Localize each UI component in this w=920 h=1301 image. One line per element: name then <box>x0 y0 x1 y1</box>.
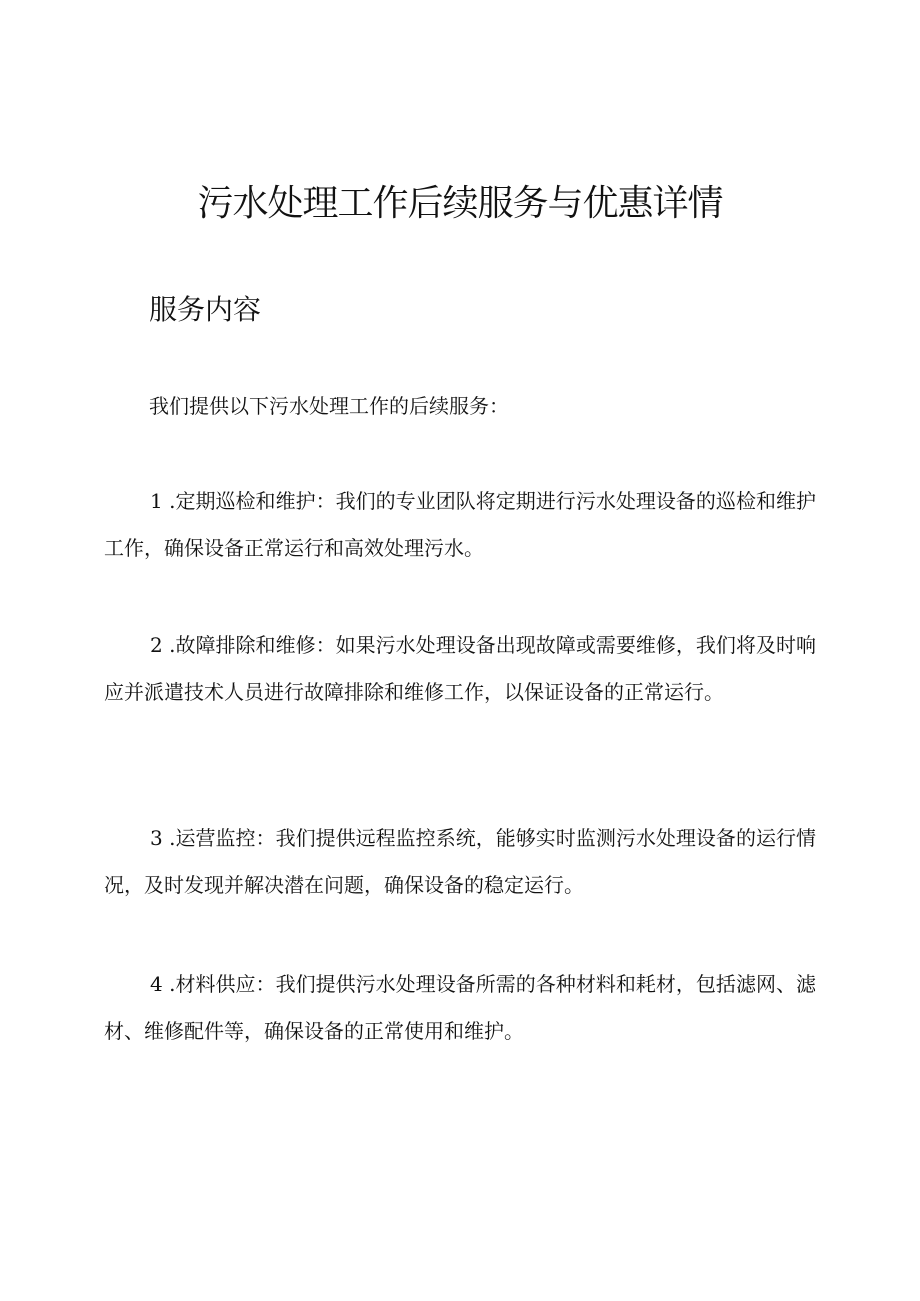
item-number: 4 <box>150 972 163 996</box>
document-title: 污水处理工作后续服务与优惠详情 <box>197 183 723 224</box>
service-item <box>104 478 816 572</box>
item-text: .材料供应：我们提供污水处理设备所需的各种材料和耗材，包括滤网、滤材、维修配件等，确保设备的正常使用和维护。 <box>104 972 816 1043</box>
section-heading: 服务内容 <box>149 293 262 326</box>
service-item <box>104 622 816 716</box>
item-text: .运营监控：我们提供远程监控系统，能够实时监测污水处理设备的运行情况，及时发现并解决潜在问题，确保设备的稳定运行。 <box>104 826 816 897</box>
item-text: .定期巡检和维护：我们的专业团队将定期进行污水处理设备的巡检和维护工作，确保设备正常运行和高效处理污水。 <box>104 489 816 560</box>
item-number: 3 <box>150 826 163 850</box>
service-item <box>104 961 816 1055</box>
item-number: 2 <box>150 633 163 657</box>
intro-paragraph: 我们提供以下污水处理工作的后续服务： <box>149 394 509 418</box>
item-number: 1 <box>150 489 163 513</box>
item-text: .故障排除和维修：如果污水处理设备出现故障或需要维修，我们将及时响应并派遣技术人员进行故障排除和维修工作，以保证设备的正常运行。 <box>104 633 816 704</box>
service-item <box>104 815 816 909</box>
